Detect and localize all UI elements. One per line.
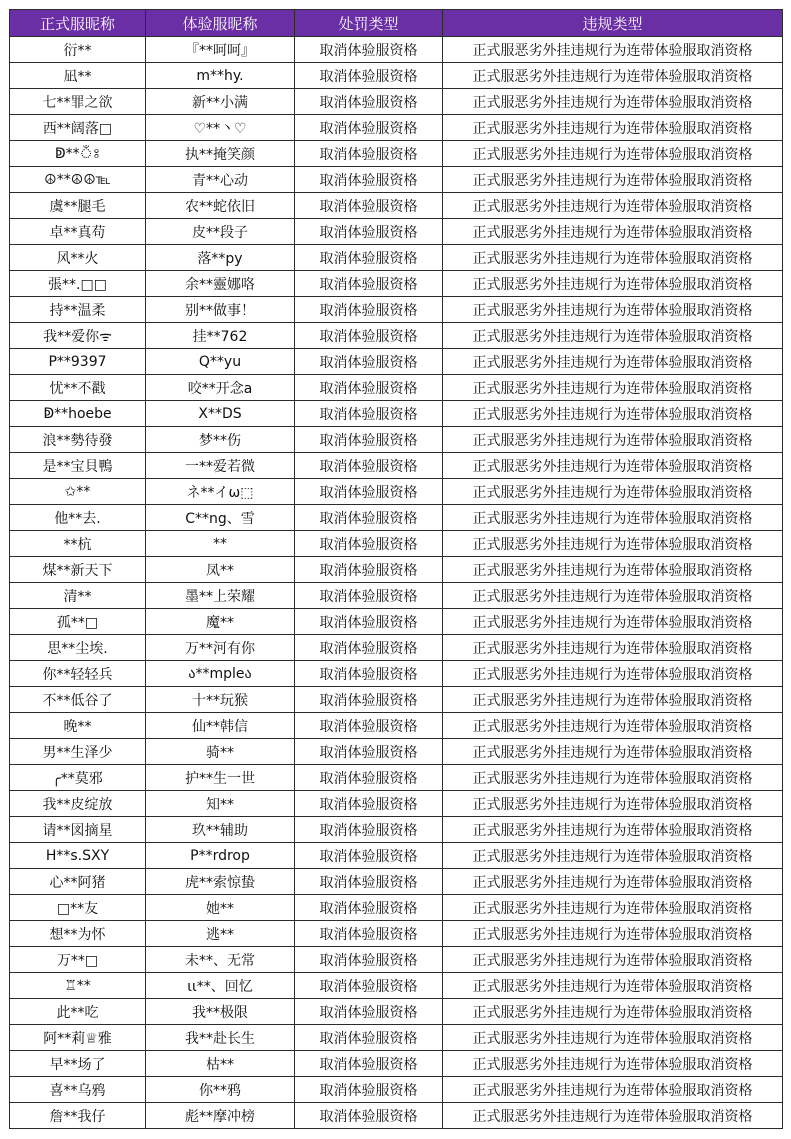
formal-nickname-cell: 詹**我仔 <box>10 1103 146 1129</box>
table-row <box>10 583 783 609</box>
table-row <box>10 999 783 1025</box>
violation-type-cell: 正式服恶劣外挂违规行为连带体验服取消资格 <box>443 505 783 531</box>
trial-nickname-cell: 余**靈娜咯 <box>146 271 295 297</box>
penalty-type-cell: 取消体验服资格 <box>295 141 443 167</box>
penalty-type-cell: 取消体验服资格 <box>295 505 443 531</box>
violation-type-cell: 正式服恶劣外挂违规行为连带体验服取消资格 <box>443 141 783 167</box>
formal-nickname-cell: 心**阿猪 <box>10 869 146 895</box>
formal-nickname-cell: 是**宝貝鴨 <box>10 453 146 479</box>
formal-nickname-cell: 早**场了 <box>10 1051 146 1077</box>
header-row <box>10 10 783 37</box>
table-row <box>10 89 783 115</box>
violation-type-cell: 正式服恶劣外挂违规行为连带体验服取消资格 <box>443 895 783 921</box>
violation-type-cell: 正式服恶劣外挂违规行为连带体验服取消资格 <box>443 1077 783 1103</box>
formal-nickname-cell: 忧**不戳 <box>10 375 146 401</box>
table-row <box>10 531 783 557</box>
trial-nickname-cell: 执**掩笑颜 <box>146 141 295 167</box>
trial-nickname-cell: ネ**イω⬚ <box>146 479 295 505</box>
penalty-type-cell: 取消体验服资格 <box>295 583 443 609</box>
trial-nickname-cell: X**DS <box>146 401 295 427</box>
formal-nickname-cell: 男**生泽少 <box>10 739 146 765</box>
table-row <box>10 895 783 921</box>
violation-type-cell: 正式服恶劣外挂违规行为连带体验服取消资格 <box>443 1025 783 1051</box>
trial-nickname-cell: 我**赴长生 <box>146 1025 295 1051</box>
trial-nickname-cell: 玖**辅助 <box>146 817 295 843</box>
trial-nickname-cell: 咬**开念a <box>146 375 295 401</box>
trial-nickname-cell: 农**蛇依旧 <box>146 193 295 219</box>
table-row <box>10 271 783 297</box>
formal-nickname-cell: 万**□ <box>10 947 146 973</box>
table-row <box>10 947 783 973</box>
violation-type-cell: 正式服恶劣外挂违规行为连带体验服取消资格 <box>443 479 783 505</box>
col-header-violation-type: 违规类型 <box>443 10 783 37</box>
penalty-type-cell: 取消体验服资格 <box>295 557 443 583</box>
formal-nickname-cell: 孤**□ <box>10 609 146 635</box>
table-row <box>10 635 783 661</box>
table-body <box>10 37 783 1129</box>
violation-type-cell: 正式服恶劣外挂违规行为连带体验服取消资格 <box>443 271 783 297</box>
violation-type-cell: 正式服恶劣外挂违规行为连带体验服取消资格 <box>443 167 783 193</box>
penalty-type-cell: 取消体验服资格 <box>295 479 443 505</box>
penalty-type-cell: 取消体验服资格 <box>295 895 443 921</box>
violation-type-cell: 正式服恶劣外挂违规行为连带体验服取消资格 <box>443 973 783 999</box>
table-row <box>10 167 783 193</box>
violation-type-cell: 正式服恶劣外挂违规行为连带体验服取消资格 <box>443 37 783 63</box>
table-row <box>10 219 783 245</box>
formal-nickname-cell: ♖** <box>10 973 146 999</box>
penalty-type-cell: 取消体验服资格 <box>295 791 443 817</box>
penalty-type-cell: 取消体验服资格 <box>295 843 443 869</box>
penalty-type-cell: 取消体验服资格 <box>295 921 443 947</box>
penalty-type-cell: 取消体验服资格 <box>295 427 443 453</box>
violation-type-cell: 正式服恶劣外挂违规行为连带体验服取消资格 <box>443 739 783 765</box>
penalty-type-cell: 取消体验服资格 <box>295 297 443 323</box>
violation-type-cell: 正式服恶劣外挂违规行为连带体验服取消资格 <box>443 609 783 635</box>
violation-type-cell: 正式服恶劣外挂违规行为连带体验服取消资格 <box>443 297 783 323</box>
violation-type-cell: 正式服恶劣外挂违规行为连带体验服取消资格 <box>443 453 783 479</box>
trial-nickname-cell: 魔** <box>146 609 295 635</box>
col-header-trial-nickname: 体验服昵称 <box>146 10 295 37</box>
penalty-type-cell: 取消体验服资格 <box>295 37 443 63</box>
col-header-penalty-type: 处罚类型 <box>295 10 443 37</box>
formal-nickname-cell: 你**轻轻兵 <box>10 661 146 687</box>
formal-nickname-cell: 此**吃 <box>10 999 146 1025</box>
formal-nickname-cell: 凪** <box>10 63 146 89</box>
table-header <box>10 10 783 37</box>
trial-nickname-cell: 枯** <box>146 1051 295 1077</box>
formal-nickname-cell: ╭**莫邪 <box>10 765 146 791</box>
trial-nickname-cell: ♡**丶♡ <box>146 115 295 141</box>
penalty-type-cell: 取消体验服资格 <box>295 193 443 219</box>
trial-nickname-cell: ა**mpleა <box>146 661 295 687</box>
formal-nickname-cell: 他**去. <box>10 505 146 531</box>
formal-nickname-cell: 我**皮绽放 <box>10 791 146 817</box>
table-row <box>10 843 783 869</box>
trial-nickname-cell: ** <box>146 531 295 557</box>
table-row <box>10 375 783 401</box>
trial-nickname-cell: 我**极限 <box>146 999 295 1025</box>
penalty-type-cell: 取消体验服资格 <box>295 453 443 479</box>
penalty-type-cell: 取消体验服资格 <box>295 245 443 271</box>
violation-type-cell: 正式服恶劣外挂违规行为连带体验服取消资格 <box>443 765 783 791</box>
table-row <box>10 1103 783 1129</box>
table-row <box>10 817 783 843</box>
trial-nickname-cell: 凤** <box>146 557 295 583</box>
trial-nickname-cell: 逃** <box>146 921 295 947</box>
formal-nickname-cell: H**s.SXY <box>10 843 146 869</box>
trial-nickname-cell: 骑** <box>146 739 295 765</box>
trial-nickname-cell: 青**心动 <box>146 167 295 193</box>
violation-type-cell: 正式服恶劣外挂违规行为连带体验服取消资格 <box>443 401 783 427</box>
table-row <box>10 765 783 791</box>
trial-nickname-cell: 护**生一世 <box>146 765 295 791</box>
violation-type-cell: 正式服恶劣外挂违规行为连带体验服取消资格 <box>443 999 783 1025</box>
violation-type-cell: 正式服恶劣外挂违规行为连带体验服取消资格 <box>443 323 783 349</box>
violation-type-cell: 正式服恶劣外挂违规行为连带体验服取消资格 <box>443 193 783 219</box>
violation-type-cell: 正式服恶劣外挂违规行为连带体验服取消资格 <box>443 531 783 557</box>
formal-nickname-cell: ↁ**ঁঃ <box>10 141 146 167</box>
trial-nickname-cell: 别**做事！ <box>146 297 295 323</box>
penalty-type-cell: 取消体验服资格 <box>295 401 443 427</box>
penalty-type-cell: 取消体验服资格 <box>295 531 443 557</box>
violation-type-cell: 正式服恶劣外挂违规行为连带体验服取消资格 <box>443 687 783 713</box>
penalty-type-cell: 取消体验服资格 <box>295 1051 443 1077</box>
penalty-type-cell: 取消体验服资格 <box>295 817 443 843</box>
table-row <box>10 505 783 531</box>
formal-nickname-cell: 衍** <box>10 37 146 63</box>
formal-nickname-cell: □**友 <box>10 895 146 921</box>
penalty-type-cell: 取消体验服资格 <box>295 765 443 791</box>
violation-type-cell: 正式服恶劣外挂违规行为连带体验服取消资格 <box>443 115 783 141</box>
formal-nickname-cell: ☮**☮☮℡ <box>10 167 146 193</box>
table-row <box>10 63 783 89</box>
table-row <box>10 973 783 999</box>
trial-nickname-cell: 十**玩猴 <box>146 687 295 713</box>
violation-type-cell: 正式服恶劣外挂违规行为连带体验服取消资格 <box>443 245 783 271</box>
trial-nickname-cell: 你**鸦 <box>146 1077 295 1103</box>
trial-nickname-cell: Q**yu <box>146 349 295 375</box>
penalty-type-cell: 取消体验服资格 <box>295 687 443 713</box>
penalty-type-cell: 取消体验服资格 <box>295 1077 443 1103</box>
formal-nickname-cell: 请**図摘星 <box>10 817 146 843</box>
formal-nickname-cell: 思**尘埃. <box>10 635 146 661</box>
penalty-type-cell: 取消体验服资格 <box>295 1103 443 1129</box>
formal-nickname-cell: 喜**乌鸦 <box>10 1077 146 1103</box>
penalty-type-cell: 取消体验服资格 <box>295 947 443 973</box>
table-row <box>10 297 783 323</box>
formal-nickname-cell: 張**.□□ <box>10 271 146 297</box>
trial-nickname-cell: 新**小满 <box>146 89 295 115</box>
formal-nickname-cell: 想**为怀 <box>10 921 146 947</box>
violation-type-cell: 正式服恶劣外挂违规行为连带体验服取消资格 <box>443 817 783 843</box>
table-row <box>10 661 783 687</box>
formal-nickname-cell: 七**罪之欲 <box>10 89 146 115</box>
table-row <box>10 1051 783 1077</box>
violation-type-cell: 正式服恶劣外挂违规行为连带体验服取消资格 <box>443 713 783 739</box>
violation-type-cell: 正式服恶劣外挂违规行为连带体验服取消资格 <box>443 583 783 609</box>
violation-type-cell: 正式服恶劣外挂违规行为连带体验服取消资格 <box>443 791 783 817</box>
penalty-type-cell: 取消体验服资格 <box>295 323 443 349</box>
table-row <box>10 1025 783 1051</box>
penalty-type-cell: 取消体验服资格 <box>295 115 443 141</box>
table-row <box>10 453 783 479</box>
table-row <box>10 921 783 947</box>
trial-nickname-cell: ιι**、回忆 <box>146 973 295 999</box>
trial-nickname-cell: 挂**762 <box>146 323 295 349</box>
trial-nickname-cell: m**hy. <box>146 63 295 89</box>
formal-nickname-cell: 阿**莉♕雅 <box>10 1025 146 1051</box>
penalty-type-cell: 取消体验服资格 <box>295 375 443 401</box>
penalty-type-cell: 取消体验服资格 <box>295 739 443 765</box>
penalty-type-cell: 取消体验服资格 <box>295 635 443 661</box>
trial-nickname-cell: C**ng、雪 <box>146 505 295 531</box>
table-row <box>10 609 783 635</box>
penalty-type-cell: 取消体验服资格 <box>295 167 443 193</box>
table-row <box>10 193 783 219</box>
table-row <box>10 713 783 739</box>
violation-type-cell: 正式服恶劣外挂违规行为连带体验服取消资格 <box>443 635 783 661</box>
formal-nickname-cell: 卓**真苟 <box>10 219 146 245</box>
trial-nickname-cell: 一**爱若微 <box>146 453 295 479</box>
table-row <box>10 479 783 505</box>
table-row <box>10 37 783 63</box>
violation-type-cell: 正式服恶劣外挂违规行为连带体验服取消资格 <box>443 921 783 947</box>
trial-nickname-cell: 彪**摩冲榜 <box>146 1103 295 1129</box>
formal-nickname-cell: 浪**勢待發 <box>10 427 146 453</box>
trial-nickname-cell: 仙**韩信 <box>146 713 295 739</box>
violation-type-cell: 正式服恶劣外挂违规行为连带体验服取消资格 <box>443 375 783 401</box>
violation-type-cell: 正式服恶劣外挂违规行为连带体验服取消资格 <box>443 947 783 973</box>
violation-type-cell: 正式服恶劣外挂违规行为连带体验服取消资格 <box>443 219 783 245</box>
formal-nickname-cell: 虞**腿毛 <box>10 193 146 219</box>
violation-type-cell: 正式服恶劣外挂违规行为连带体验服取消资格 <box>443 557 783 583</box>
trial-nickname-cell: 万**河有你 <box>146 635 295 661</box>
violation-type-cell: 正式服恶劣外挂违规行为连带体验服取消资格 <box>443 661 783 687</box>
table-row <box>10 1077 783 1103</box>
table-row <box>10 687 783 713</box>
violation-type-cell: 正式服恶劣外挂违规行为连带体验服取消资格 <box>443 63 783 89</box>
formal-nickname-cell: 清** <box>10 583 146 609</box>
formal-nickname-cell: **杭 <box>10 531 146 557</box>
table-row <box>10 141 783 167</box>
penalty-type-cell: 取消体验服资格 <box>295 609 443 635</box>
violation-type-cell: 正式服恶劣外挂违规行为连带体验服取消资格 <box>443 89 783 115</box>
table-row <box>10 401 783 427</box>
formal-nickname-cell: ↁ**hoebe <box>10 401 146 427</box>
formal-nickname-cell: 风**火 <box>10 245 146 271</box>
trial-nickname-cell: 梦**伤 <box>146 427 295 453</box>
table-row <box>10 245 783 271</box>
violation-type-cell: 正式服恶劣外挂违规行为连带体验服取消资格 <box>443 1051 783 1077</box>
penalty-type-cell: 取消体验服资格 <box>295 869 443 895</box>
formal-nickname-cell: ✩** <box>10 479 146 505</box>
trial-nickname-cell: 虎**索惊蛰 <box>146 869 295 895</box>
penalty-type-cell: 取消体验服资格 <box>295 63 443 89</box>
violation-type-cell: 正式服恶劣外挂违规行为连带体验服取消资格 <box>443 843 783 869</box>
penalty-type-cell: 取消体验服资格 <box>295 89 443 115</box>
violation-type-cell: 正式服恶劣外挂违规行为连带体验服取消资格 <box>443 1103 783 1129</box>
table-row <box>10 739 783 765</box>
trial-nickname-cell: 她** <box>146 895 295 921</box>
table-row <box>10 323 783 349</box>
violation-type-cell: 正式服恶劣外挂违规行为连带体验服取消资格 <box>443 869 783 895</box>
penalty-type-cell: 取消体验服资格 <box>295 219 443 245</box>
formal-nickname-cell: 不**低谷了 <box>10 687 146 713</box>
trial-nickname-cell: 皮**段子 <box>146 219 295 245</box>
trial-nickname-cell: 落**py <box>146 245 295 271</box>
trial-nickname-cell: P**rdrop <box>146 843 295 869</box>
penalty-type-cell: 取消体验服资格 <box>295 713 443 739</box>
penalty-type-cell: 取消体验服资格 <box>295 1025 443 1051</box>
penalty-type-cell: 取消体验服资格 <box>295 973 443 999</box>
trial-nickname-cell: 『**呵呵』 <box>146 37 295 63</box>
penalty-type-cell: 取消体验服资格 <box>295 349 443 375</box>
table-row <box>10 115 783 141</box>
formal-nickname-cell: 晚** <box>10 713 146 739</box>
formal-nickname-cell: 西**阔落□ <box>10 115 146 141</box>
table-row <box>10 557 783 583</box>
formal-nickname-cell: 煤**新天下 <box>10 557 146 583</box>
table-row <box>10 349 783 375</box>
violation-type-cell: 正式服恶劣外挂违规行为连带体验服取消资格 <box>443 427 783 453</box>
penalty-type-cell: 取消体验服资格 <box>295 661 443 687</box>
penalty-type-cell: 取消体验服资格 <box>295 271 443 297</box>
violation-type-cell: 正式服恶劣外挂违规行为连带体验服取消资格 <box>443 349 783 375</box>
penalty-type-cell: 取消体验服资格 <box>295 999 443 1025</box>
penalty-table <box>9 9 783 1129</box>
trial-nickname-cell: 知** <box>146 791 295 817</box>
col-header-formal-nickname: 正式服昵称 <box>10 10 146 37</box>
table-row <box>10 427 783 453</box>
trial-nickname-cell: 墨**上荣耀 <box>146 583 295 609</box>
trial-nickname-cell: 未**、无常 <box>146 947 295 973</box>
formal-nickname-cell: P**9397 <box>10 349 146 375</box>
table-row <box>10 791 783 817</box>
table-row <box>10 869 783 895</box>
formal-nickname-cell: 我**爱你ᯤ <box>10 323 146 349</box>
formal-nickname-cell: 持**温柔 <box>10 297 146 323</box>
